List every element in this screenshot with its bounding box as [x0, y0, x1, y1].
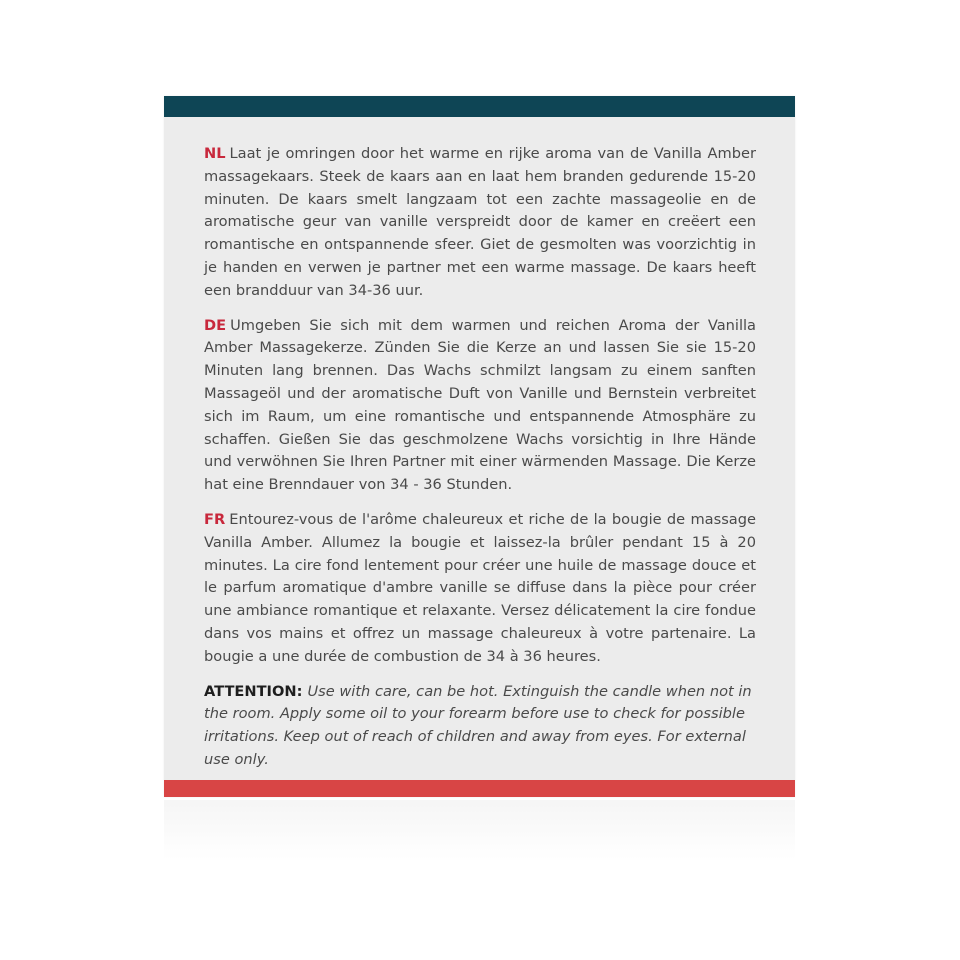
bottom-color-band: [164, 780, 795, 797]
section-text-fr: Entourez-vous de l'arôme chaleureux et riche de la bougie de massage Vanilla Amber. Allumez la bougie et laissez-la brûler pendant 15 à 20 minutes. La cire fond lentement pour créer une huile de massage douce et le parfum aromatique d'ambre vanille se diffuse dans la pièce pour créer une ambiance romantique et relaxante. Versez délicatement la cire fondue dans vos mains et offrez un massage chaleureux à votre partenaire. La bougie a une durée de combustion de 34 à 36 heures.: [204, 510, 756, 665]
section-nl: [204, 143, 756, 303]
card-reflection: [164, 800, 795, 860]
attention-label: ATTENTION:: [204, 682, 303, 700]
attention-text: Use with care, can be hot. Extinguish the candle when not in the room. Apply some oil to your forearm before use to check for possible irritations. Keep out of reach of children and away from eyes. For external use only.: [204, 682, 752, 768]
attention-notice: [204, 681, 756, 772]
section-fr: [204, 509, 756, 669]
language-code-de: DE: [204, 316, 227, 334]
card-content: [204, 143, 756, 786]
section-text-de: Umgeben Sie sich mit dem warmen und reichen Aroma der Vanilla Amber Massagekerze. Zünden Sie die Kerze an und lassen Sie sie 15-20 Minuten lang brennen. Das Wachs schmilzt langsam zu einem sanften Massageöl und der aromatische Duft von Vanille und Bernstein verbreitet sich im Raum, um eine romantische und entspannende Atmosphäre zu schaffen. Gießen Sie das geschmolzene Wachs vorsichtig in Ihre Hände und verwöhnen Sie Ihren Partner mit einer wärmenden Massage. Die Kerze hat eine Brenndauer von 34 - 36 Stunden.: [204, 316, 756, 494]
section-de: [204, 315, 756, 497]
language-code-nl: NL: [204, 145, 226, 162]
top-color-band: [164, 96, 795, 117]
instruction-card: [164, 96, 795, 797]
section-text-nl: Laat je omringen door het warme en rijke aroma van de Vanilla Amber massagekaars. Steek de kaars aan en laat hem branden gedurende 15-20 minuten. De kaars smelt langzaam tot een zachte massageolie en de aromatische geur van vanille verspreidt door de kamer en creëert een romantische en ontspannende sfeer. Giet de gesmolten was voorzichtig in je handen en verwen je partner met een warme massage. De kaars heeft een brandduur van 34-36 uur.: [204, 145, 756, 299]
language-code-fr: FR: [204, 510, 226, 528]
